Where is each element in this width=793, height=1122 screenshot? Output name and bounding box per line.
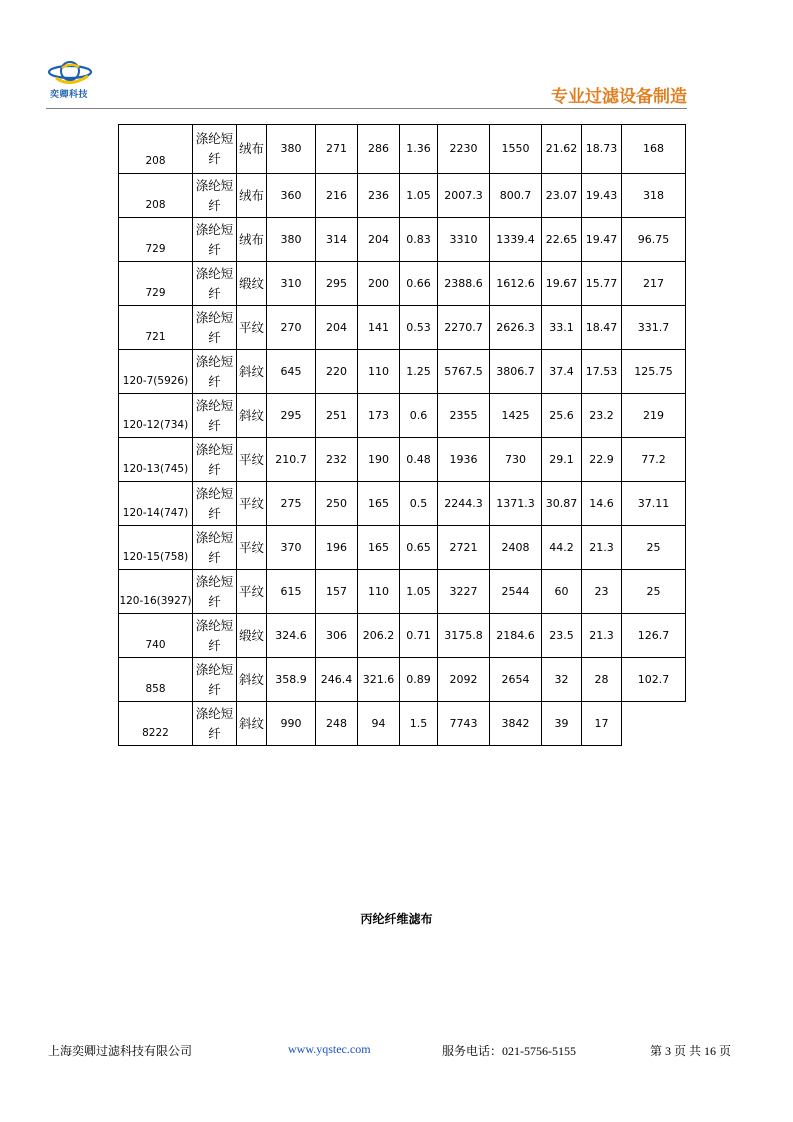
table-cell: 102.7 (622, 658, 686, 702)
table-cell: 200 (358, 262, 400, 306)
table-cell: 196 (316, 526, 358, 570)
table-cell: 1.5 (400, 702, 438, 746)
table-cell: 120-7(5926) (119, 350, 193, 394)
table-cell: 涤纶短纤 (193, 262, 237, 306)
table-cell: 涤纶短纤 (193, 570, 237, 614)
table-cell: 120-13(745) (119, 438, 193, 482)
table-cell: 33.1 (542, 306, 582, 350)
table-cell: 858 (119, 658, 193, 702)
table-cell: 208 (119, 125, 193, 174)
section-title: 丙纶纤维滤布 (360, 912, 433, 926)
table-cell: 5767.5 (438, 350, 490, 394)
table-cell: 120-16(3927) (119, 570, 193, 614)
table-cell: 缎纹 (237, 614, 267, 658)
table-cell: 2721 (438, 526, 490, 570)
table-cell: 2626.3 (490, 306, 542, 350)
table-cell: 246.4 (316, 658, 358, 702)
table-cell: 斜纹 (237, 658, 267, 702)
table-cell: 210.7 (267, 438, 316, 482)
table-cell: 1.05 (400, 570, 438, 614)
table-cell: 3806.7 (490, 350, 542, 394)
table-cell: 14.6 (582, 482, 622, 526)
table-cell: 0.89 (400, 658, 438, 702)
table-cell: 2270.7 (438, 306, 490, 350)
table-cell: 295 (267, 394, 316, 438)
table-cell: 25.6 (542, 394, 582, 438)
table-cell: 29.1 (542, 438, 582, 482)
table-cell: 17 (582, 702, 622, 746)
table-cell: 96.75 (622, 218, 686, 262)
table-cell: 141 (358, 306, 400, 350)
table-cell: 18.73 (582, 125, 622, 174)
table-cell: 涤纶短纤 (193, 218, 237, 262)
table-cell: 3175.8 (438, 614, 490, 658)
table-cell: 19.43 (582, 174, 622, 218)
table-cell: 15.77 (582, 262, 622, 306)
table-cell: 0.6 (400, 394, 438, 438)
table-cell: 190 (358, 438, 400, 482)
header-divider (46, 108, 687, 109)
table-cell: 800.7 (490, 174, 542, 218)
table-cell: 28 (582, 658, 622, 702)
table-cell: 涤纶短纤 (193, 350, 237, 394)
table-cell: 990 (267, 702, 316, 746)
table-row (119, 218, 686, 262)
table-cell: 168 (622, 125, 686, 174)
table-cell: 126.7 (622, 614, 686, 658)
table-row (119, 306, 686, 350)
table-row (119, 570, 686, 614)
table-row (119, 394, 686, 438)
table-cell: 0.65 (400, 526, 438, 570)
table-cell: 208 (119, 174, 193, 218)
table-cell: 17.53 (582, 350, 622, 394)
table-cell: 3227 (438, 570, 490, 614)
table-cell: 60 (542, 570, 582, 614)
table-cell: 110 (358, 570, 400, 614)
table-cell: 358.9 (267, 658, 316, 702)
table-cell: 涤纶短纤 (193, 394, 237, 438)
table-cell: 21.3 (582, 526, 622, 570)
table-row (119, 658, 686, 702)
footer-phone: 服务电话：021-5756-5155 (442, 1044, 576, 1058)
table-cell: 206.2 (358, 614, 400, 658)
table-cell: 21.3 (582, 614, 622, 658)
table-cell: 22.9 (582, 438, 622, 482)
table-cell: 23.07 (542, 174, 582, 218)
table-cell: 310 (267, 262, 316, 306)
table-cell: 1.36 (400, 125, 438, 174)
table-cell: 23.5 (542, 614, 582, 658)
table-cell: 涤纶短纤 (193, 438, 237, 482)
table-cell: 729 (119, 262, 193, 306)
table-cell: 39 (542, 702, 582, 746)
table-cell: 645 (267, 350, 316, 394)
table-cell: 270 (267, 306, 316, 350)
table-cell: 0.71 (400, 614, 438, 658)
table-cell: 120-15(758) (119, 526, 193, 570)
table-cell: 2244.3 (438, 482, 490, 526)
table-row (119, 350, 686, 394)
filter-cloth-spec-table (118, 124, 686, 746)
table-cell: 0.5 (400, 482, 438, 526)
table-cell: 涤纶短纤 (193, 125, 237, 174)
table-cell: 216 (316, 174, 358, 218)
table-cell (622, 702, 686, 746)
table-cell: 165 (358, 482, 400, 526)
table-cell: 涤纶短纤 (193, 614, 237, 658)
table-cell: 2184.6 (490, 614, 542, 658)
table-cell: 250 (316, 482, 358, 526)
table-cell: 0.53 (400, 306, 438, 350)
table-cell: 318 (622, 174, 686, 218)
table-cell: 314 (316, 218, 358, 262)
table-cell: 21.62 (542, 125, 582, 174)
table-cell: 125.75 (622, 350, 686, 394)
table-cell: 2408 (490, 526, 542, 570)
table-cell: 32 (542, 658, 582, 702)
table-cell: 平纹 (237, 526, 267, 570)
table-cell: 23 (582, 570, 622, 614)
table-row (119, 262, 686, 306)
table-cell: 1371.3 (490, 482, 542, 526)
table-cell: 2654 (490, 658, 542, 702)
table-cell: 2230 (438, 125, 490, 174)
table-cell: 1339.4 (490, 218, 542, 262)
table-cell: 30.87 (542, 482, 582, 526)
table-cell: 721 (119, 306, 193, 350)
table-cell: 23.2 (582, 394, 622, 438)
table-cell: 44.2 (542, 526, 582, 570)
table-cell: 324.6 (267, 614, 316, 658)
footer-company: 上海奕卿过滤科技有限公司 (48, 1044, 193, 1058)
table-cell: 1550 (490, 125, 542, 174)
table-cell: 涤纶短纤 (193, 174, 237, 218)
table-cell: 729 (119, 218, 193, 262)
table-cell: 110 (358, 350, 400, 394)
table-cell: 248 (316, 702, 358, 746)
table-cell: 平纹 (237, 482, 267, 526)
table-cell: 173 (358, 394, 400, 438)
table-cell: 18.47 (582, 306, 622, 350)
table-cell: 涤纶短纤 (193, 482, 237, 526)
footer-page-number: 第 3 页 共 16 页 (650, 1044, 732, 1058)
table-cell: 295 (316, 262, 358, 306)
table-cell: 306 (316, 614, 358, 658)
table-cell: 740 (119, 614, 193, 658)
table-cell: 730 (490, 438, 542, 482)
table-cell: 380 (267, 125, 316, 174)
table-cell: 232 (316, 438, 358, 482)
table-row (119, 526, 686, 570)
table-cell: 275 (267, 482, 316, 526)
table-cell: 25 (622, 526, 686, 570)
table-cell: 斜纹 (237, 394, 267, 438)
table-cell: 25 (622, 570, 686, 614)
table-cell: 2544 (490, 570, 542, 614)
table-row (119, 614, 686, 658)
table-cell: 94 (358, 702, 400, 746)
table-cell: 360 (267, 174, 316, 218)
table-cell: 286 (358, 125, 400, 174)
table-cell: 涤纶短纤 (193, 658, 237, 702)
table-cell: 380 (267, 218, 316, 262)
table-cell: 2355 (438, 394, 490, 438)
table-row (119, 482, 686, 526)
table-cell: 1612.6 (490, 262, 542, 306)
table-cell: 2007.3 (438, 174, 490, 218)
table-cell: 120-12(734) (119, 394, 193, 438)
table-cell: 204 (316, 306, 358, 350)
table-cell: 271 (316, 125, 358, 174)
table-cell: 22.65 (542, 218, 582, 262)
table-cell: 219 (622, 394, 686, 438)
table-cell: 平纹 (237, 570, 267, 614)
table-cell: 涤纶短纤 (193, 306, 237, 350)
table-cell: 2092 (438, 658, 490, 702)
table-cell: 缎纹 (237, 262, 267, 306)
table-cell: 220 (316, 350, 358, 394)
table-cell: 1.25 (400, 350, 438, 394)
table-cell: 绒布 (237, 218, 267, 262)
table-cell: 1425 (490, 394, 542, 438)
table-cell: 370 (267, 526, 316, 570)
table-cell: 3310 (438, 218, 490, 262)
table-cell: 斜纹 (237, 350, 267, 394)
table-cell: 251 (316, 394, 358, 438)
table-cell: 615 (267, 570, 316, 614)
table-row (119, 438, 686, 482)
table-cell: 37.11 (622, 482, 686, 526)
table-cell: 1936 (438, 438, 490, 482)
table-cell: 321.6 (358, 658, 400, 702)
table-cell: 236 (358, 174, 400, 218)
table-cell: 平纹 (237, 306, 267, 350)
table-cell: 1.05 (400, 174, 438, 218)
table-cell: 331.7 (622, 306, 686, 350)
table-cell: 37.4 (542, 350, 582, 394)
table-cell: 77.2 (622, 438, 686, 482)
table-cell: 19.67 (542, 262, 582, 306)
table-cell: 19.47 (582, 218, 622, 262)
table-row (119, 174, 686, 218)
table-cell: 0.66 (400, 262, 438, 306)
table-cell: 7743 (438, 702, 490, 746)
table-cell: 绒布 (237, 125, 267, 174)
table-cell: 斜纹 (237, 702, 267, 746)
table-cell: 平纹 (237, 438, 267, 482)
table-cell: 204 (358, 218, 400, 262)
footer-website-link[interactable]: www.yqstec.com (288, 1042, 371, 1056)
table-cell: 涤纶短纤 (193, 702, 237, 746)
table-cell: 120-14(747) (119, 482, 193, 526)
table-cell: 8222 (119, 702, 193, 746)
header-tagline: 专业过滤设备制造 (551, 87, 687, 107)
logo-text: 奕卿科技 (50, 90, 89, 100)
table-cell: 217 (622, 262, 686, 306)
table-cell: 2388.6 (438, 262, 490, 306)
table-row (119, 702, 686, 746)
table-cell: 涤纶短纤 (193, 526, 237, 570)
table-cell: 绒布 (237, 174, 267, 218)
table-cell: 157 (316, 570, 358, 614)
table-cell: 0.48 (400, 438, 438, 482)
table-cell: 3842 (490, 702, 542, 746)
table-row (119, 125, 686, 174)
table-cell: 0.83 (400, 218, 438, 262)
table-cell: 165 (358, 526, 400, 570)
